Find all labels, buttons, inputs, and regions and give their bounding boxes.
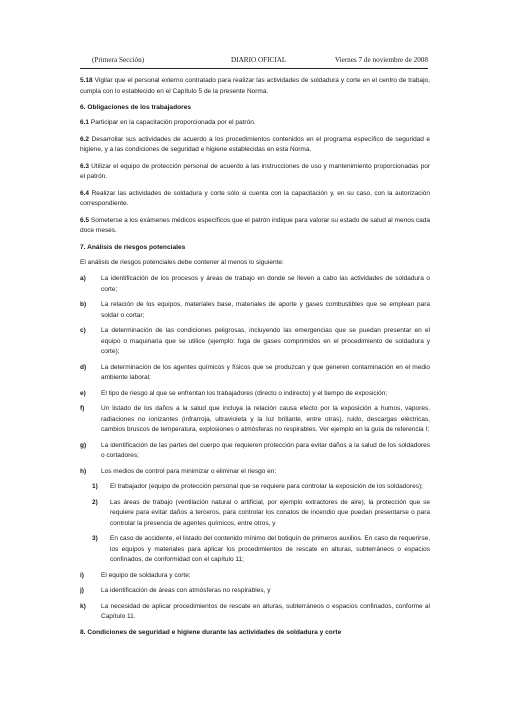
header-date: Viernes 7 de noviembre de 2008 (334, 56, 428, 64)
paragraph-6-2 (80, 135, 430, 156)
list-item-a (80, 274, 430, 295)
item-label: 3) (92, 535, 98, 542)
item-label: h) (80, 467, 87, 475)
document-body (80, 76, 430, 643)
paragraph-6-1 (80, 118, 430, 129)
paragraph-number: 6.1 (80, 119, 90, 126)
list-item-g (80, 441, 430, 462)
item-text: Los medios de control para minimizar o eliminar el riesgo en: (101, 467, 277, 475)
paragraph-6-5 (80, 216, 430, 237)
paragraph-text: Realizar las actividades de soldadura y corte sólo si cuenta con la capacitación y, en su caso, con la autorización correspondiente. (80, 189, 430, 207)
paragraph-text: Vigilar que el personal externo contratado para realizar las actividades de soldadura y corte en el centro de trabajo, cumpla con lo establecido en el Capítulo 5 de la presente Norma. (80, 77, 430, 95)
section-7-intro: El análisis de riesgos potenciales debe contener al menos lo siguiente: (80, 258, 284, 266)
item-text: El trabajador (equipo de protección personal que se requiere para controlar la exposición de los soldadores); (110, 483, 423, 490)
paragraph-6-4 (80, 189, 430, 210)
list-item-k (80, 602, 430, 623)
list-item-h (80, 467, 430, 478)
paragraph-text: Someterse a los exámenes médicos específicos que el patrón indique para valorar su estado de salud al menos cada doce meses. (80, 216, 430, 234)
item-text: La identificación de las partes del cuerpo que requieren protección para evitar daños a la salud de los soldadores o cortadores; (101, 441, 430, 459)
paragraph-text: Participar en la capacitación proporcionada por el patrón. (90, 119, 256, 126)
list-item-f (80, 404, 430, 436)
list-item-d (80, 363, 430, 384)
item-label: c) (80, 327, 86, 334)
paragraph-number: 6.4 (80, 189, 90, 197)
item-label: i) (80, 571, 84, 579)
item-label: a) (80, 275, 86, 282)
item-label: e) (80, 389, 86, 397)
list-item-c (80, 326, 430, 358)
paragraph-number: 6.5 (80, 216, 90, 224)
item-label: b) (80, 301, 87, 308)
list-item-e (80, 389, 430, 400)
item-text: Un listado de los daños a la salud que incluya la relación causa efecto por la exposición a humos, vapores, radiaciones no ionizantes (infrarroja, ultravioleta y la luz brillante, entre otras), ruido, descargas eléctricas, cambios bruscos de temperatura, explosiones o atmósferas no respirables. Ver ejemplo en la guía de referencia I; (101, 405, 430, 433)
paragraph-6-3 (80, 162, 430, 183)
paragraph-5-18 (80, 76, 430, 97)
item-label: j) (80, 587, 84, 594)
section-7-heading: 7. Análisis de riesgos potenciales (80, 243, 186, 251)
item-text: La necesidad de aplicar procedimientos de rescate en alturas, subterráneos o espacios confinados, conforme al Capítulo 11. (101, 602, 430, 620)
item-text: La determinación de las condiciones peligrosas, incluyendo las emergencias que se puedan presentar en el equipo o maquinaria que se utilice (ejemplo: fuga de gases comprimidos en el procedimiento de soldadura y corte); (101, 327, 430, 355)
header-publication: DIARIO OFICIAL (231, 56, 287, 64)
item-text: El tipo de riesgo al que se enfrentan los trabajadores (directo o indirecto) y el tiempo de exposición; (101, 389, 388, 397)
section-6-heading: 6. Obligaciones de los trabajadores (80, 104, 192, 111)
paragraph-text: Desarrollar sus actividades de acuerdo a los procedimientos contenidos en el programa específico de seguridad e higiene, y a las condiciones de seguridad e higiene establecidas en esta Norma. (80, 135, 431, 153)
section-8-heading: 8. Condiciones de seguridad e higiene durante las actividades de soldadura y corte (80, 628, 342, 636)
item-text: La identificación de áreas con atmósferas no respirables, y (101, 587, 271, 594)
item-label: f) (80, 405, 85, 412)
item-label: g) (80, 441, 87, 449)
list-item-i (80, 571, 430, 582)
list-item-b (80, 300, 430, 321)
item-text: El equipo de soldadura y corte; (101, 571, 191, 579)
item-label: k) (80, 602, 86, 610)
paragraph-number: 6.3 (80, 162, 90, 170)
sub-item-h-1 (92, 482, 430, 493)
paragraph-text: Utilizar el equipo de protección personal de acuerdo a las instrucciones de uso y mantenimiento proporcionadas por el patrón. (80, 162, 430, 180)
item-text: Las áreas de trabajo (ventilación natural o artificial, por ejemplo extractores de aire), la protección que se requiere para evitar daños a terceros, para controlar los conatos de incendio que puedan presentarse o para controlar la presencia de agentes químicos, entre otros, y (110, 498, 430, 527)
item-text: En caso de accidente, el listado del contenido mínimo del botiquín de primeros auxilios. En caso de requerirse, los equipos y materiales para aplicar los procedimientos de rescate en alturas, subterráneos o espacios confinados, de conformidad con el capítulo 11; (110, 535, 430, 563)
header-section: (Primera Sección) (92, 56, 145, 64)
item-label: 2) (92, 498, 98, 506)
list-item-j (80, 586, 430, 597)
item-text: La identificación de los procesos y áreas de trabajo en donde se lleven a cabo las actividades de soldadura o corte; (101, 275, 430, 293)
header-rule (80, 68, 428, 69)
item-text: La relación de los equipos, materiales base, materiales de aporte y gases combustibles que se emplean para soldar o cortar; (101, 301, 430, 319)
page-header (92, 56, 428, 68)
paragraph-number: 6.2 (80, 135, 90, 143)
sub-item-h-3 (92, 534, 430, 566)
item-text: La determinación de los agentes químicos y físicos que se produzcan y que generen contaminación en el medio ambiente laboral; (101, 363, 430, 381)
item-label: 1) (92, 483, 98, 490)
sub-item-h-2 (92, 498, 430, 530)
paragraph-number: 5.18 (80, 77, 93, 84)
item-label: d) (80, 363, 87, 371)
